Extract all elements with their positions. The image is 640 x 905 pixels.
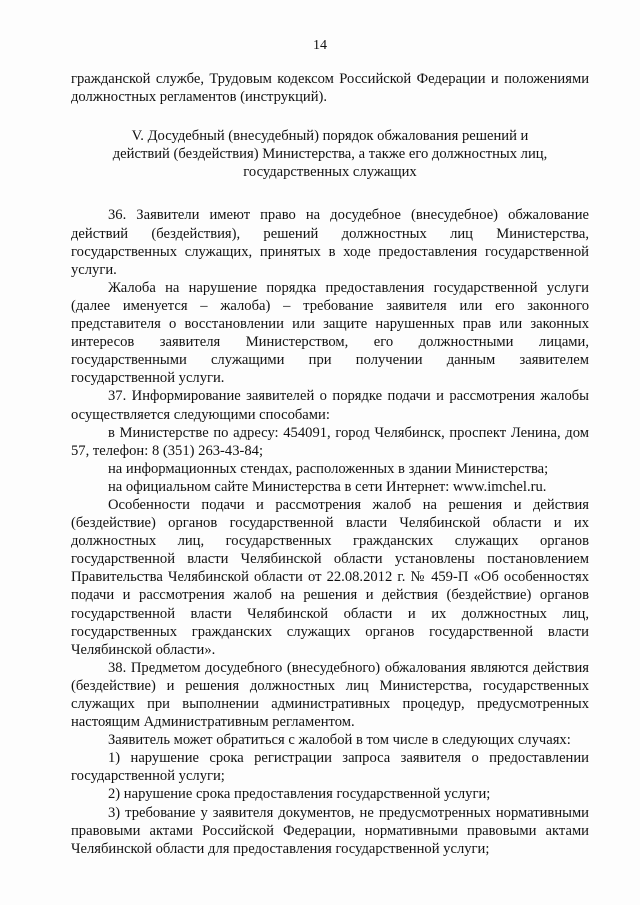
paragraph-website: на официальном сайте Министерства в сети Интернет: www.imchel.ru. [108,478,547,495]
intro-paragraph: гражданской службе, Трудовым кодексом Российской Федерации и положениями должностных регламентов (инструкций). [71,71,589,106]
list-item-3: 3) требование у заявителя документов, не предусмотренных нормативными правовыми актами Российской Федерации, нормативными правовыми актами Челябинской области для предоставления государственной услуги; [71,804,589,857]
paragraph-special-rules: Особенности подачи и рассмотрения жалоб на решения и действия (бездействие) органов государственной власти Челябинской области и их должностных лиц, государственных гражданских служащих органов государственной власти Челябинской области установлены постановлением Правительства Челябинской области от 22.08.2012 г. № 459-П «Об особенностях подачи и рассмотрения жалоб на решения и действия (бездействие) органов государственной власти Челябинской области и их должностных лиц, государственных гражданских служащих органов государственной власти Челябинской области». [71,496,589,658]
document-body [71,70,589,858]
section-heading-line: V. Досудебный (внесудебный) порядок обжалования решений и [131,128,529,145]
section-heading-line: государственных служащих [243,164,417,181]
section-heading [71,127,589,181]
list-item-1: 1) нарушение срока регистрации запроса заявителя о предоставлении государственной услуги; [71,750,589,785]
page-number: 14 [313,38,327,53]
paragraph-37: 37. Информирование заявителей о порядке подачи и рассмотрения жалобы осуществляется следующими способами: [71,388,589,423]
paragraph-38: 38. Предметом досудебного (внесудебного) обжалования являются действия (бездействие) и решения должностных лиц Министерства, государственных служащих при выполнении административных процедур, предусмотренных настоящим Административным регламентом. [71,659,589,731]
section-heading-line: действий (бездействия) Министерства, а также его должностных лиц, [112,146,548,163]
paragraph-36: 36. Заявители имеют право на досудебное (внесудебное) обжалование действий (бездействия), решений должностных лиц Министерства, государственных служащих, принятых в ходе предоставления государственной услуги. [71,207,589,278]
paragraph-info-stands: на информационных стендах, расположенных в здании Министерства; [108,460,549,477]
paragraph-cases-intro: Заявитель может обратиться с жалобой в том числе в следующих случаях: [108,732,571,749]
paragraph-complaint-definition: Жалоба на нарушение порядка предоставления государственной услуги (далее именуется – жалоба) – требование заявителя или его законного представителя о восстановлении или защите нарушенных прав или законных интересов заявителя Министерством, его должностными лицами, государственными служащими при получении данным заявителем государственной услуги. [71,279,589,387]
list-item-2: 2) нарушение срока предоставления государственной услуги; [108,786,491,803]
paragraph-address: в Министерстве по адресу: 454091, город Челябинск, проспект Ленина, дом 57, телефон: 8 (351) 263-43-84; [71,424,589,459]
